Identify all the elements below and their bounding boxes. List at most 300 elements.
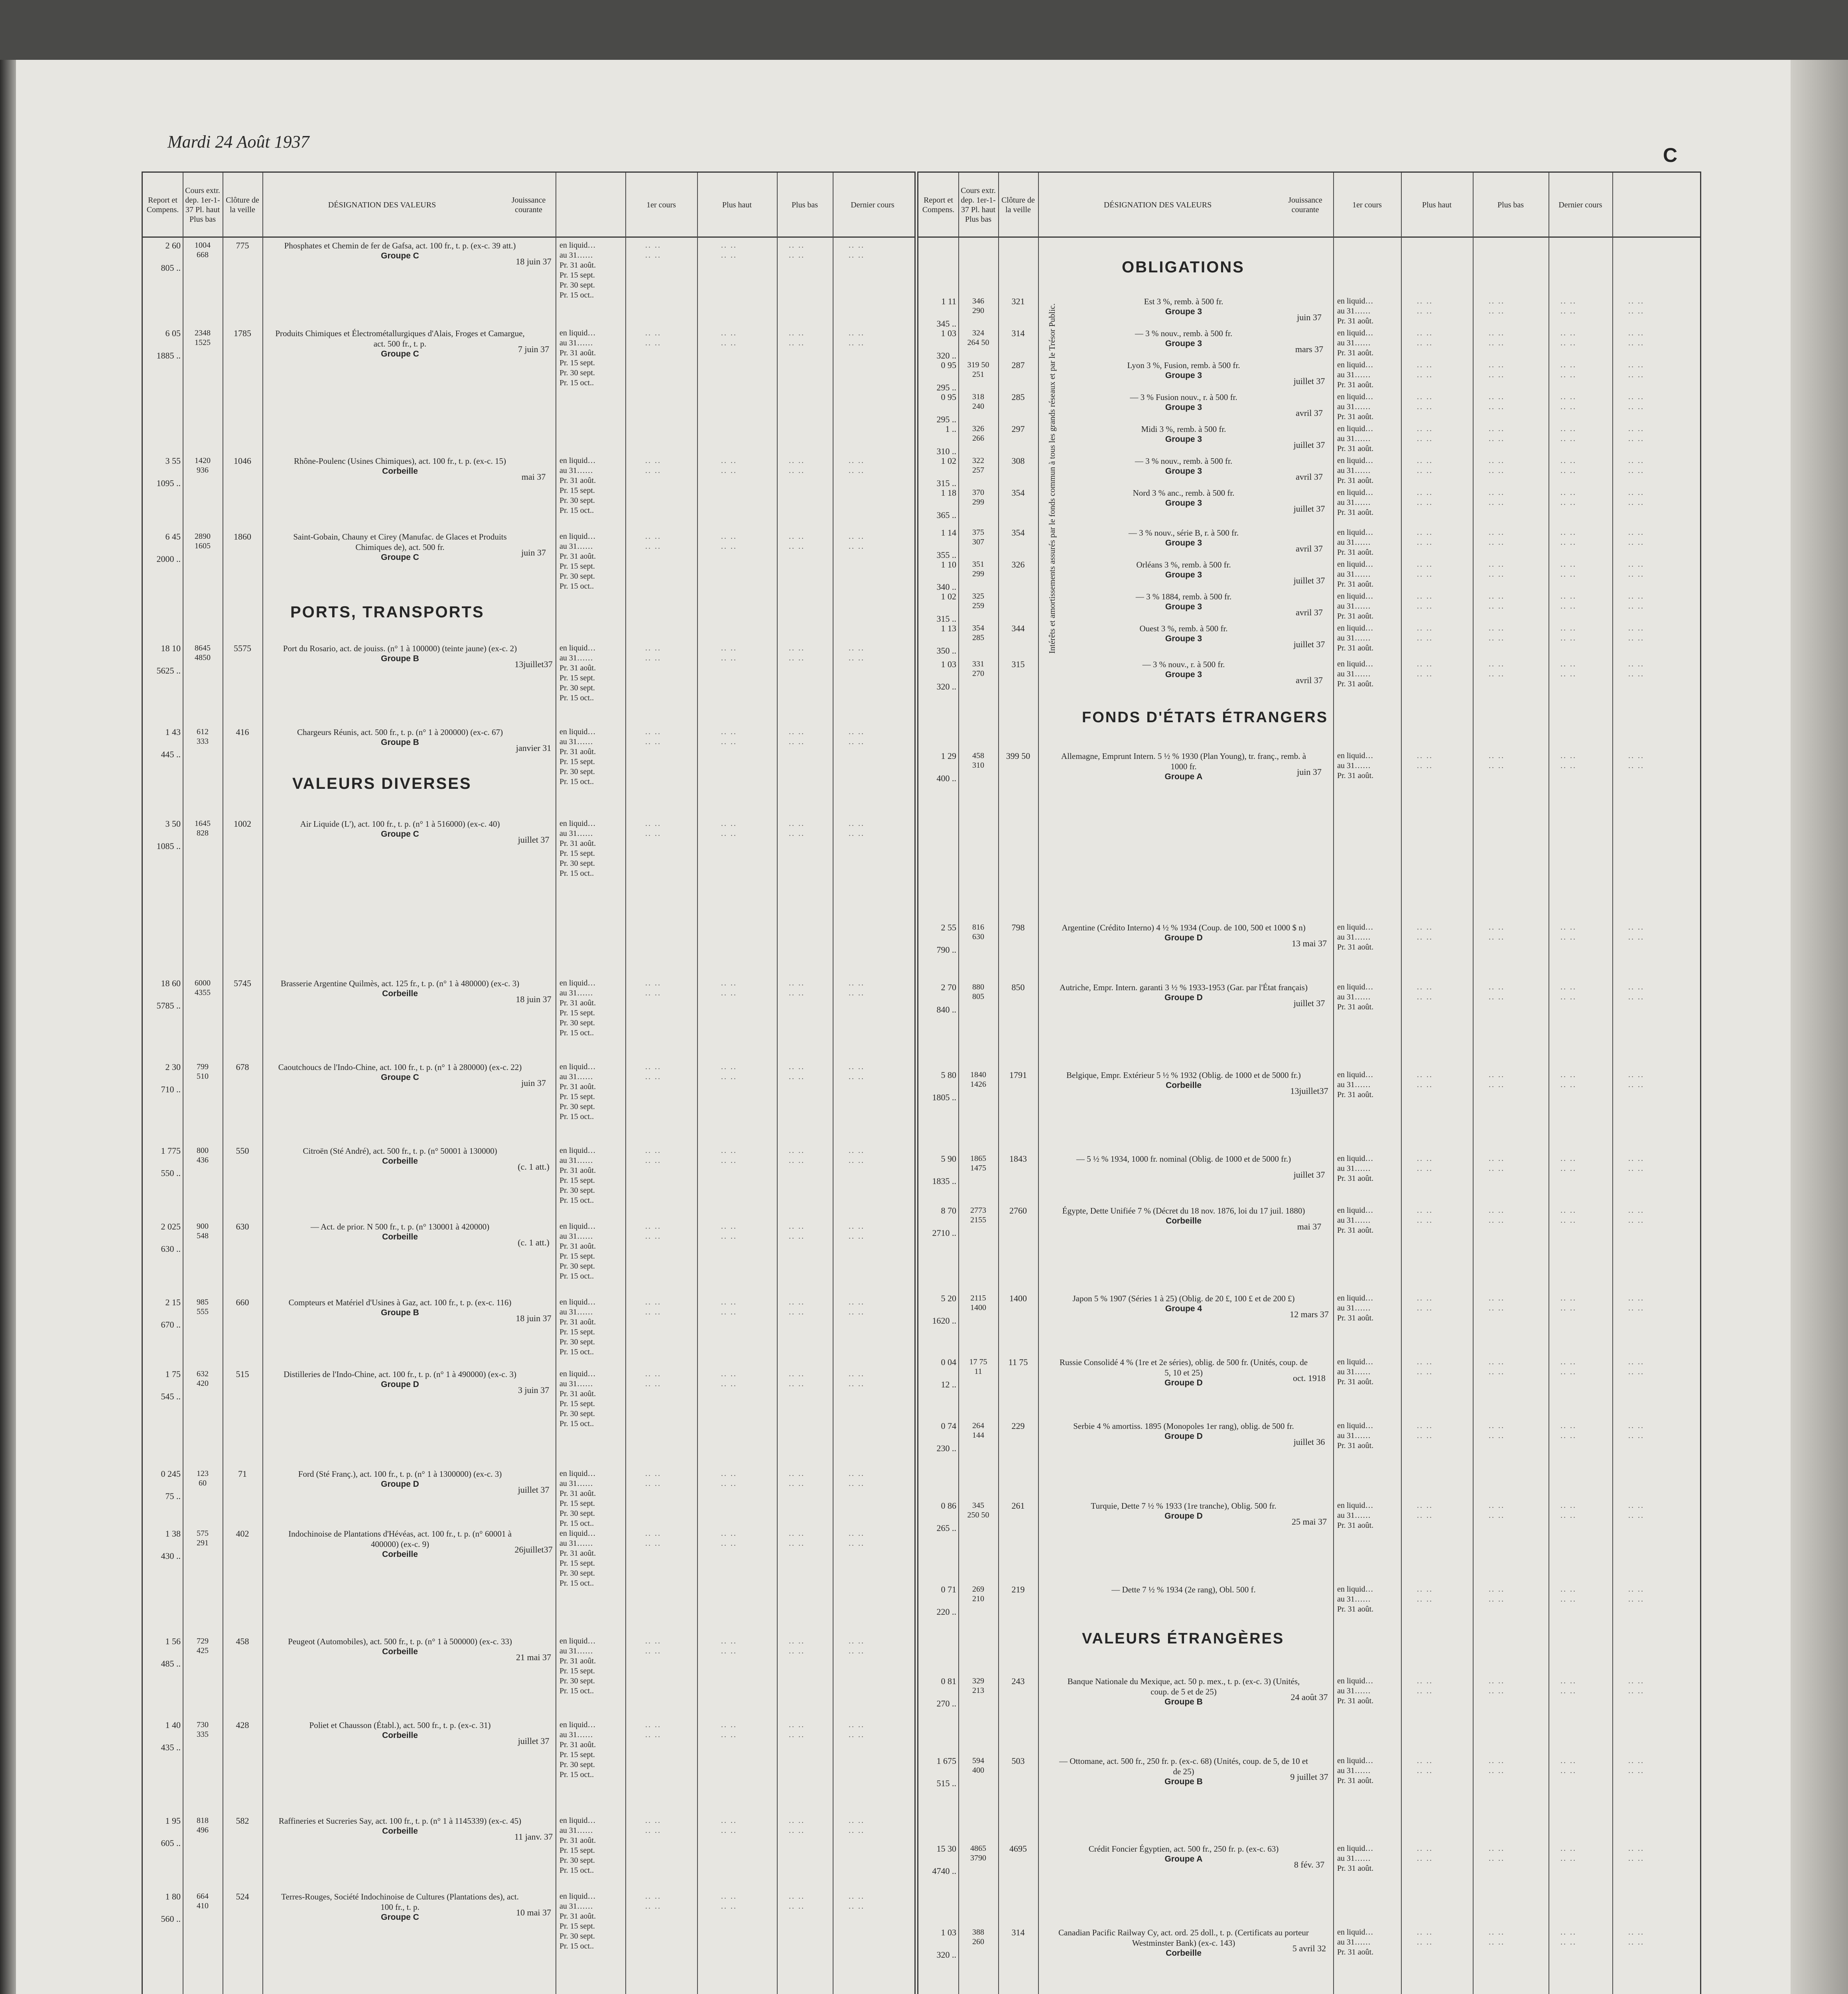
settlement-term: en liquid… xyxy=(1337,297,1373,305)
price-placeholder: .. .. .. .. xyxy=(1417,751,1433,770)
compens-value: 840 .. xyxy=(936,1005,956,1015)
security-designation xyxy=(274,1720,526,1741)
security-name: Nord 3 % anc., remb. à 500 fr. xyxy=(1133,488,1235,498)
security-group: Groupe 3 xyxy=(1165,602,1202,611)
report-rate: 2 70 xyxy=(941,982,956,992)
security-group: Corbeille xyxy=(382,1157,418,1166)
price-placeholder: .. .. .. .. xyxy=(721,1816,737,1835)
price-placeholder: .. .. .. .. xyxy=(1417,1756,1433,1775)
jouissance-date: 13juillet37 xyxy=(1290,1086,1328,1096)
report-rate: 5 90 xyxy=(941,1154,956,1164)
security-designation xyxy=(1058,591,1309,612)
price-placeholder: .. .. .. .. xyxy=(1628,456,1644,475)
report-rate: 1 95 xyxy=(165,1816,181,1826)
compens-value: 345 .. xyxy=(936,319,956,329)
price-placeholder: .. .. .. .. xyxy=(645,532,661,551)
jouissance-date: juillet 37 xyxy=(1293,504,1325,514)
price-placeholder: .. .. .. .. xyxy=(721,979,737,997)
header-rule xyxy=(918,236,1700,238)
report-rate: 2 15 xyxy=(165,1297,181,1307)
settlement-terms xyxy=(1337,560,1407,589)
price-placeholder: .. .. .. .. xyxy=(1417,1677,1433,1695)
previous-close: 11 75 xyxy=(1008,1357,1028,1367)
jouissance-date: (c. 1 att.) xyxy=(518,1162,550,1172)
report-rate: 0 95 xyxy=(941,360,956,370)
settlement-term: Pr. 15 oct.. xyxy=(560,1942,594,1951)
report-rate: 0 81 xyxy=(941,1676,956,1686)
jouissance-date: oct. 1918 xyxy=(1293,1373,1326,1383)
settlement-term: au 31…… xyxy=(1337,670,1371,678)
jouissance-date: mai 37 xyxy=(521,472,546,482)
jouissance-date: 3 juin 37 xyxy=(518,1385,550,1395)
compens-value: 4740 .. xyxy=(932,1866,956,1876)
settlement-term: au 31…… xyxy=(560,542,593,551)
col-header-cours-extremes: Cours extr. dep. 1er-1-37 Pl. haut Plus bas xyxy=(961,186,996,224)
price-placeholder: .. .. .. .. xyxy=(789,727,805,746)
price-placeholder: .. .. .. .. xyxy=(1489,392,1505,411)
settlement-term: Pr. 15 sept. xyxy=(560,1667,595,1675)
settlement-term: en liquid… xyxy=(560,1369,596,1378)
year-high-low xyxy=(960,1206,996,1225)
settlement-term: au 31…… xyxy=(560,737,593,746)
compens-value: 1835 .. xyxy=(932,1176,956,1186)
security-name: Chargeurs Réunis, act. 500 fr., t. p. (n° 1 à 200000) (ex-c. 67) xyxy=(297,727,503,737)
compens-value: 550 .. xyxy=(161,1168,181,1178)
previous-close: 326 xyxy=(1011,560,1025,569)
settlement-term: au 31…… xyxy=(560,1826,593,1835)
year-high: 322 xyxy=(972,456,984,465)
price-placeholder: .. .. .. .. xyxy=(1417,624,1433,642)
price-placeholder: .. .. .. .. xyxy=(1417,1421,1433,1440)
security-group: Groupe A xyxy=(1164,772,1203,781)
year-high: 1420 xyxy=(195,456,211,465)
settlement-term: au 31…… xyxy=(560,1647,593,1655)
price-placeholder: .. .. .. .. xyxy=(1560,1358,1576,1376)
settlement-term: Pr. 15 sept. xyxy=(560,1328,595,1336)
settlement-term: Pr. 31 août. xyxy=(1337,548,1374,557)
price-placeholder: .. .. .. .. xyxy=(721,727,737,746)
price-placeholder: .. .. .. .. xyxy=(721,1469,737,1488)
price-placeholder: .. .. .. .. xyxy=(849,819,865,838)
previous-close: 1791 xyxy=(1009,1070,1027,1080)
price-placeholder: .. .. .. .. xyxy=(645,1720,661,1739)
security-designation xyxy=(274,1816,526,1836)
security-group: Groupe C xyxy=(381,1073,419,1082)
price-placeholder: .. .. .. .. xyxy=(1417,488,1433,507)
security-designation xyxy=(274,1297,526,1318)
security-group: Corbeille xyxy=(382,1827,418,1836)
price-placeholder: .. .. .. .. xyxy=(1628,297,1644,315)
report-rate: 2 60 xyxy=(165,240,181,250)
compens-value: 2710 .. xyxy=(932,1228,956,1238)
price-placeholder: .. .. .. .. xyxy=(1560,329,1576,347)
security-group: Groupe 3 xyxy=(1165,538,1202,548)
page-date: Mardi 24 Août 1937 xyxy=(167,132,309,152)
security-name: — Ottomane, act. 500 fr., 250 fr. p. (ex-c. 68) (Unités, coup. de 5, de 10 et de 25) xyxy=(1059,1756,1308,1776)
settlement-term: Pr. 30 sept. xyxy=(560,859,595,868)
compens-value: 220 .. xyxy=(936,1607,956,1617)
settlement-term: au 31…… xyxy=(560,1730,593,1739)
settlement-terms xyxy=(1337,982,1407,1012)
year-high-low xyxy=(185,978,221,997)
year-high: 1865 xyxy=(970,1154,986,1163)
settlement-term: en liquid… xyxy=(560,727,596,736)
year-high: 664 xyxy=(197,1892,209,1901)
settlement-term: Pr. 31 août. xyxy=(1337,412,1374,421)
year-high-low xyxy=(185,1469,221,1488)
security-name: Port du Rosario, act. de jouiss. (n° 1 à 100000) (teinte jaune) (ex-c. 2) xyxy=(283,644,517,653)
security-designation xyxy=(274,1222,526,1242)
security-name: — 3 % nouv., remb. à 500 fr. xyxy=(1135,456,1233,466)
compens-value: 1085 .. xyxy=(156,841,181,851)
security-name: Distilleries de l'Indo-Chine, act. 100 fr., t. p. (n° 1 à 490000) (ex-c. 3) xyxy=(284,1369,516,1379)
price-placeholder: .. .. .. .. xyxy=(1628,624,1644,642)
price-placeholder: .. .. .. .. xyxy=(1489,329,1505,347)
settlement-term: Pr. 31 août. xyxy=(560,839,596,848)
security-name: Caoutchoucs de l'Indo-Chine, act. 100 fr., t. p. (n° 1 à 280000) (ex-c. 22) xyxy=(278,1062,522,1072)
previous-close: 416 xyxy=(236,727,249,737)
security-designation xyxy=(1058,360,1309,381)
settlement-term: en liquid… xyxy=(560,1062,596,1071)
year-high: 375 xyxy=(972,528,984,537)
settlement-terms xyxy=(560,1222,629,1281)
previous-close: 402 xyxy=(236,1529,249,1539)
security-name: Serbie 4 % amortiss. 1895 (Monopoles 1er rang), oblig. de 500 fr. xyxy=(1073,1421,1294,1431)
year-high: 8645 xyxy=(195,644,211,652)
settlement-term: au 31…… xyxy=(560,654,593,662)
settlement-term: au 31…… xyxy=(1337,1595,1371,1604)
settlement-term: Pr. 31 août. xyxy=(1337,1090,1374,1099)
year-low: 307 xyxy=(972,538,984,546)
security-designation xyxy=(1058,1357,1309,1388)
report-value xyxy=(916,1584,956,1617)
previous-close: 1400 xyxy=(1009,1293,1027,1303)
previous-close: 297 xyxy=(1011,424,1025,434)
security-name: — 3 % nouv., remb. à 500 fr. xyxy=(1135,329,1233,338)
column-rule xyxy=(1473,173,1474,1994)
settlement-term: en liquid… xyxy=(560,1892,596,1901)
col-header-cloture: Clôture de la veille xyxy=(226,196,259,214)
security-designation xyxy=(1058,1421,1309,1442)
security-group: Corbeille xyxy=(382,467,418,476)
year-high: 880 xyxy=(972,983,984,991)
year-high: 329 xyxy=(972,1677,984,1685)
col-header-cours-extremes: Cours extr. dep. 1er-1-37 Pl. haut Plus bas xyxy=(185,186,220,224)
price-placeholder: .. .. .. .. xyxy=(1489,1070,1505,1089)
previous-close: 550 xyxy=(236,1146,249,1156)
security-name: — 3 % nouv., série B, r. à 500 fr. xyxy=(1128,528,1239,538)
settlement-term: Pr. 15 sept. xyxy=(560,757,595,766)
security-designation xyxy=(1058,456,1309,477)
security-name: Russie Consolidé 4 % (1re et 2e séries), oblig. de 500 fr. (Unités, coup. de 5, 10 et 25) xyxy=(1059,1358,1308,1377)
jouissance-date: juillet 37 xyxy=(518,1485,550,1495)
report-value xyxy=(916,591,956,624)
settlement-term: en liquid… xyxy=(560,241,596,250)
previous-close: 243 xyxy=(1011,1676,1025,1686)
security-name: Raffineries et Sucreries Say, act. 100 fr., t. p. (n° 1 à 1145339) (ex-c. 45) xyxy=(278,1816,522,1826)
report-rate: 2 30 xyxy=(165,1062,181,1072)
settlement-term: Pr. 15 sept. xyxy=(560,1176,595,1185)
settlement-term: au 31…… xyxy=(1337,1164,1371,1173)
price-placeholder: .. .. .. .. xyxy=(645,644,661,662)
price-placeholder: .. .. .. .. xyxy=(1628,1358,1644,1376)
price-placeholder: .. .. .. .. xyxy=(849,456,865,475)
year-high-low xyxy=(185,1892,221,1911)
year-high-low xyxy=(185,1636,221,1655)
price-placeholder: .. .. .. .. xyxy=(789,979,805,997)
settlement-term: Pr. 30 sept. xyxy=(560,1677,595,1685)
price-placeholder: .. .. .. .. xyxy=(1417,1358,1433,1376)
report-value xyxy=(141,1636,181,1669)
settlement-term: Pr. 30 sept. xyxy=(560,684,595,692)
report-value xyxy=(916,360,956,393)
security-name: Orléans 3 %, remb. à 500 fr. xyxy=(1136,560,1231,569)
report-rate: 0 95 xyxy=(941,392,956,402)
price-placeholder: .. .. .. .. xyxy=(789,644,805,662)
jouissance-date: 18 juin 37 xyxy=(516,994,552,1004)
price-placeholder: .. .. .. .. xyxy=(1489,456,1505,475)
jouissance-date: 8 fév. 37 xyxy=(1294,1860,1325,1870)
security-group: Groupe 3 xyxy=(1165,307,1202,316)
compens-value: 365 .. xyxy=(936,510,956,520)
settlement-term: au 31…… xyxy=(1337,1367,1371,1376)
settlement-term: au 31…… xyxy=(1337,1938,1371,1947)
settlement-term: Pr. 31 août. xyxy=(560,999,596,1007)
security-group: Groupe A xyxy=(1164,1854,1203,1864)
price-placeholder: .. .. .. .. xyxy=(1560,1421,1576,1440)
price-placeholder: .. .. .. .. xyxy=(1489,1294,1505,1312)
price-placeholder: .. .. .. .. xyxy=(1628,1677,1644,1695)
jouissance-date: juillet 36 xyxy=(1293,1437,1325,1447)
settlement-term: en liquid… xyxy=(560,979,596,987)
security-designation xyxy=(1058,1584,1309,1595)
price-placeholder: .. .. .. .. xyxy=(849,241,865,260)
settlement-term: en liquid… xyxy=(560,329,596,337)
compens-value: 230 .. xyxy=(936,1443,956,1453)
price-placeholder: .. .. .. .. xyxy=(1489,297,1505,315)
settlement-terms xyxy=(560,727,629,787)
year-high: 345 xyxy=(972,1501,984,1510)
settlement-terms xyxy=(560,532,629,591)
left-quote-table xyxy=(142,171,916,1994)
settlement-term: Pr. 31 août. xyxy=(1337,1696,1374,1705)
jouissance-date: juin 37 xyxy=(521,548,546,558)
settlement-terms xyxy=(1337,456,1407,486)
compens-value: 560 .. xyxy=(161,1914,181,1924)
report-value xyxy=(916,456,956,489)
settlement-term: en liquid… xyxy=(1337,1585,1373,1594)
settlement-term: en liquid… xyxy=(1337,1756,1373,1765)
price-placeholder: .. .. .. .. xyxy=(789,1892,805,1911)
report-rate: 1 .. xyxy=(945,424,956,434)
report-value xyxy=(916,1154,956,1186)
col-header-report: Report et Compens. xyxy=(146,196,179,214)
right-quote-table xyxy=(917,171,1701,1994)
jouissance-date: juin 37 xyxy=(1297,312,1322,322)
price-placeholder: .. .. .. .. xyxy=(789,1298,805,1316)
security-designation xyxy=(1058,1206,1309,1226)
settlement-term: Pr. 30 sept. xyxy=(560,1509,595,1518)
settlement-term: en liquid… xyxy=(560,1469,596,1478)
jouissance-date: 26juillet37 xyxy=(514,1545,553,1555)
security-name: Phosphates et Chemin de fer de Gafsa, act. 100 fr., t. p. (ex-c. 39 att.) xyxy=(284,241,516,250)
report-value xyxy=(141,1369,181,1402)
price-placeholder: .. .. .. .. xyxy=(789,1637,805,1655)
settlement-term: Pr. 15 sept. xyxy=(560,486,595,495)
security-designation xyxy=(1058,659,1309,680)
previous-close: 315 xyxy=(1011,659,1025,669)
security-designation xyxy=(274,1892,526,1923)
price-placeholder: .. .. .. .. xyxy=(1560,488,1576,507)
report-rate: 1 43 xyxy=(165,727,181,737)
price-placeholder: .. .. .. .. xyxy=(1417,1928,1433,1947)
jouissance-date: 18 juin 37 xyxy=(516,1313,552,1323)
report-value xyxy=(916,296,956,329)
price-placeholder: .. .. .. .. xyxy=(789,1720,805,1739)
col-header-premier-cours: 1er cours xyxy=(1352,201,1382,209)
settlement-terms xyxy=(560,1816,629,1876)
year-low: 400 xyxy=(972,1766,984,1775)
compens-value: 315 .. xyxy=(936,614,956,624)
settlement-term: Pr. 30 sept. xyxy=(560,1102,595,1111)
price-placeholder: .. .. .. .. xyxy=(1417,560,1433,579)
report-rate: 2 025 xyxy=(161,1222,181,1231)
settlement-terms xyxy=(560,456,629,516)
settlement-terms xyxy=(1337,296,1407,326)
price-placeholder: .. .. .. .. xyxy=(645,1062,661,1081)
price-placeholder: .. .. .. .. xyxy=(721,644,737,662)
price-placeholder: .. .. .. .. xyxy=(849,329,865,347)
settlement-term: Pr. 31 août. xyxy=(560,1166,596,1175)
price-placeholder: .. .. .. .. xyxy=(789,1146,805,1165)
compens-value: 320 .. xyxy=(936,351,956,361)
security-group: Groupe 3 xyxy=(1165,339,1202,348)
settlement-term: en liquid… xyxy=(1337,1154,1373,1163)
settlement-term: Pr. 31 août. xyxy=(560,1912,596,1921)
report-rate: 1 11 xyxy=(941,296,956,306)
compens-value: 295 .. xyxy=(936,414,956,424)
price-placeholder: .. .. .. .. xyxy=(849,1529,865,1548)
report-value xyxy=(141,978,181,1011)
previous-close: 660 xyxy=(236,1297,249,1307)
compens-value: 75 .. xyxy=(165,1491,181,1501)
price-placeholder: .. .. .. .. xyxy=(1560,456,1576,475)
previous-close: 229 xyxy=(1011,1421,1025,1431)
settlement-term: Pr. 15 oct.. xyxy=(560,1687,594,1695)
security-name: — 3 % nouv., r. à 500 fr. xyxy=(1142,660,1225,669)
price-placeholder: .. .. .. .. xyxy=(1628,1928,1644,1947)
settlement-term: Pr. 31 août. xyxy=(1337,317,1374,325)
year-low: 805 xyxy=(972,992,984,1001)
section-title-valeurs-etrangeres: VALEURS ÉTRANGÈRES xyxy=(1082,1630,1285,1647)
price-placeholder: .. .. .. .. xyxy=(645,819,661,838)
security-designation xyxy=(274,978,526,999)
price-placeholder: .. .. .. .. xyxy=(721,329,737,347)
settlement-term: au 31…… xyxy=(1337,1511,1371,1520)
report-value xyxy=(916,488,956,520)
report-value xyxy=(141,1469,181,1501)
security-group: Corbeille xyxy=(382,1647,418,1656)
jouissance-date: juillet 37 xyxy=(1293,1170,1325,1180)
settlement-term: Pr. 15 oct.. xyxy=(560,1519,594,1528)
year-low: 4355 xyxy=(195,988,211,997)
security-group: Groupe B xyxy=(381,654,419,663)
price-placeholder: .. .. .. .. xyxy=(1628,1294,1644,1312)
settlement-term: Pr. 30 sept. xyxy=(560,1760,595,1769)
previous-close: 582 xyxy=(236,1816,249,1826)
year-low: 1475 xyxy=(970,1164,986,1172)
settlement-term: Pr. 15 oct.. xyxy=(560,1579,594,1588)
security-group: Groupe 3 xyxy=(1165,634,1202,643)
year-low: 3790 xyxy=(970,1854,986,1862)
year-high-low xyxy=(960,1070,996,1089)
price-placeholder: .. .. .. .. xyxy=(789,1062,805,1081)
security-name: Midi 3 %, remb. à 500 fr. xyxy=(1141,424,1226,434)
price-placeholder: .. .. .. .. xyxy=(1628,488,1644,507)
settlement-term: au 31…… xyxy=(560,1308,593,1316)
compens-value: 1620 .. xyxy=(932,1316,956,1326)
compens-value: 270 .. xyxy=(936,1698,956,1708)
settlement-terms xyxy=(1337,922,1407,952)
year-high-low xyxy=(960,1154,996,1173)
report-rate: 0 04 xyxy=(941,1357,956,1367)
price-placeholder: .. .. .. .. xyxy=(1560,1585,1576,1604)
security-designation xyxy=(274,1146,526,1166)
previous-close: 399 50 xyxy=(1006,751,1030,761)
security-designation xyxy=(1058,424,1309,445)
settlement-term: au 31…… xyxy=(560,1072,593,1081)
price-placeholder: .. .. .. .. xyxy=(645,1469,661,1488)
settlement-terms xyxy=(1337,1844,1407,1874)
price-placeholder: .. .. .. .. xyxy=(645,1816,661,1835)
jouissance-date: juillet 37 xyxy=(1293,376,1325,386)
security-designation xyxy=(274,456,526,477)
security-name: Canadian Pacific Railway Cy, act. ord. 25 doll., t. p. (Certificats au porteur Westminster Bank) (ex-c. 143) xyxy=(1058,1928,1309,1948)
price-placeholder: .. .. .. .. xyxy=(645,1637,661,1655)
jouissance-date: juillet 37 xyxy=(518,1736,550,1746)
section-title-valeurs-diverses: VALEURS DIVERSES xyxy=(292,775,472,792)
security-group: Groupe D xyxy=(381,1380,419,1389)
price-placeholder: .. .. .. .. xyxy=(1417,297,1433,315)
security-group: Groupe D xyxy=(381,1480,419,1489)
security-designation xyxy=(274,1369,526,1390)
price-placeholder: .. .. .. .. xyxy=(1489,361,1505,379)
settlement-term: au 31…… xyxy=(1337,602,1371,611)
security-name: Rhône-Poulenc (Usines Chimiques), act. 100 fr., t. p. (ex-c. 15) xyxy=(294,456,506,466)
previous-close: 261 xyxy=(1011,1501,1025,1511)
settlement-term: au 31…… xyxy=(560,989,593,997)
settlement-term: Pr. 15 oct.. xyxy=(560,1029,594,1037)
settlement-term: Pr. 15 oct.. xyxy=(560,869,594,878)
compens-value: 670 .. xyxy=(161,1320,181,1330)
settlement-term: en liquid… xyxy=(1337,488,1373,497)
settlement-terms xyxy=(560,1297,629,1357)
price-placeholder: .. .. .. .. xyxy=(1560,624,1576,642)
settlement-terms xyxy=(1337,1501,1407,1531)
settlement-term: Pr. 30 sept. xyxy=(560,1569,595,1578)
settlement-terms xyxy=(1337,623,1407,653)
col-header-cloture: Clôture de la veille xyxy=(1001,196,1035,214)
security-name: — 3 % 1884, remb. à 500 fr. xyxy=(1135,592,1232,601)
price-placeholder: .. .. .. .. xyxy=(1628,1844,1644,1863)
price-placeholder: .. .. .. .. xyxy=(645,727,661,746)
year-high-low xyxy=(960,528,996,547)
jouissance-date: 24 août 37 xyxy=(1290,1692,1328,1702)
report-value xyxy=(141,1062,181,1095)
settlement-term: Pr. 30 sept. xyxy=(560,767,595,776)
settlement-term: Pr. 31 août. xyxy=(1337,1948,1374,1957)
security-name: Saint-Gobain, Chauny et Cirey (Manufac. de Glaces et Produits Chimiques de), act. 500 fr. xyxy=(293,532,507,552)
